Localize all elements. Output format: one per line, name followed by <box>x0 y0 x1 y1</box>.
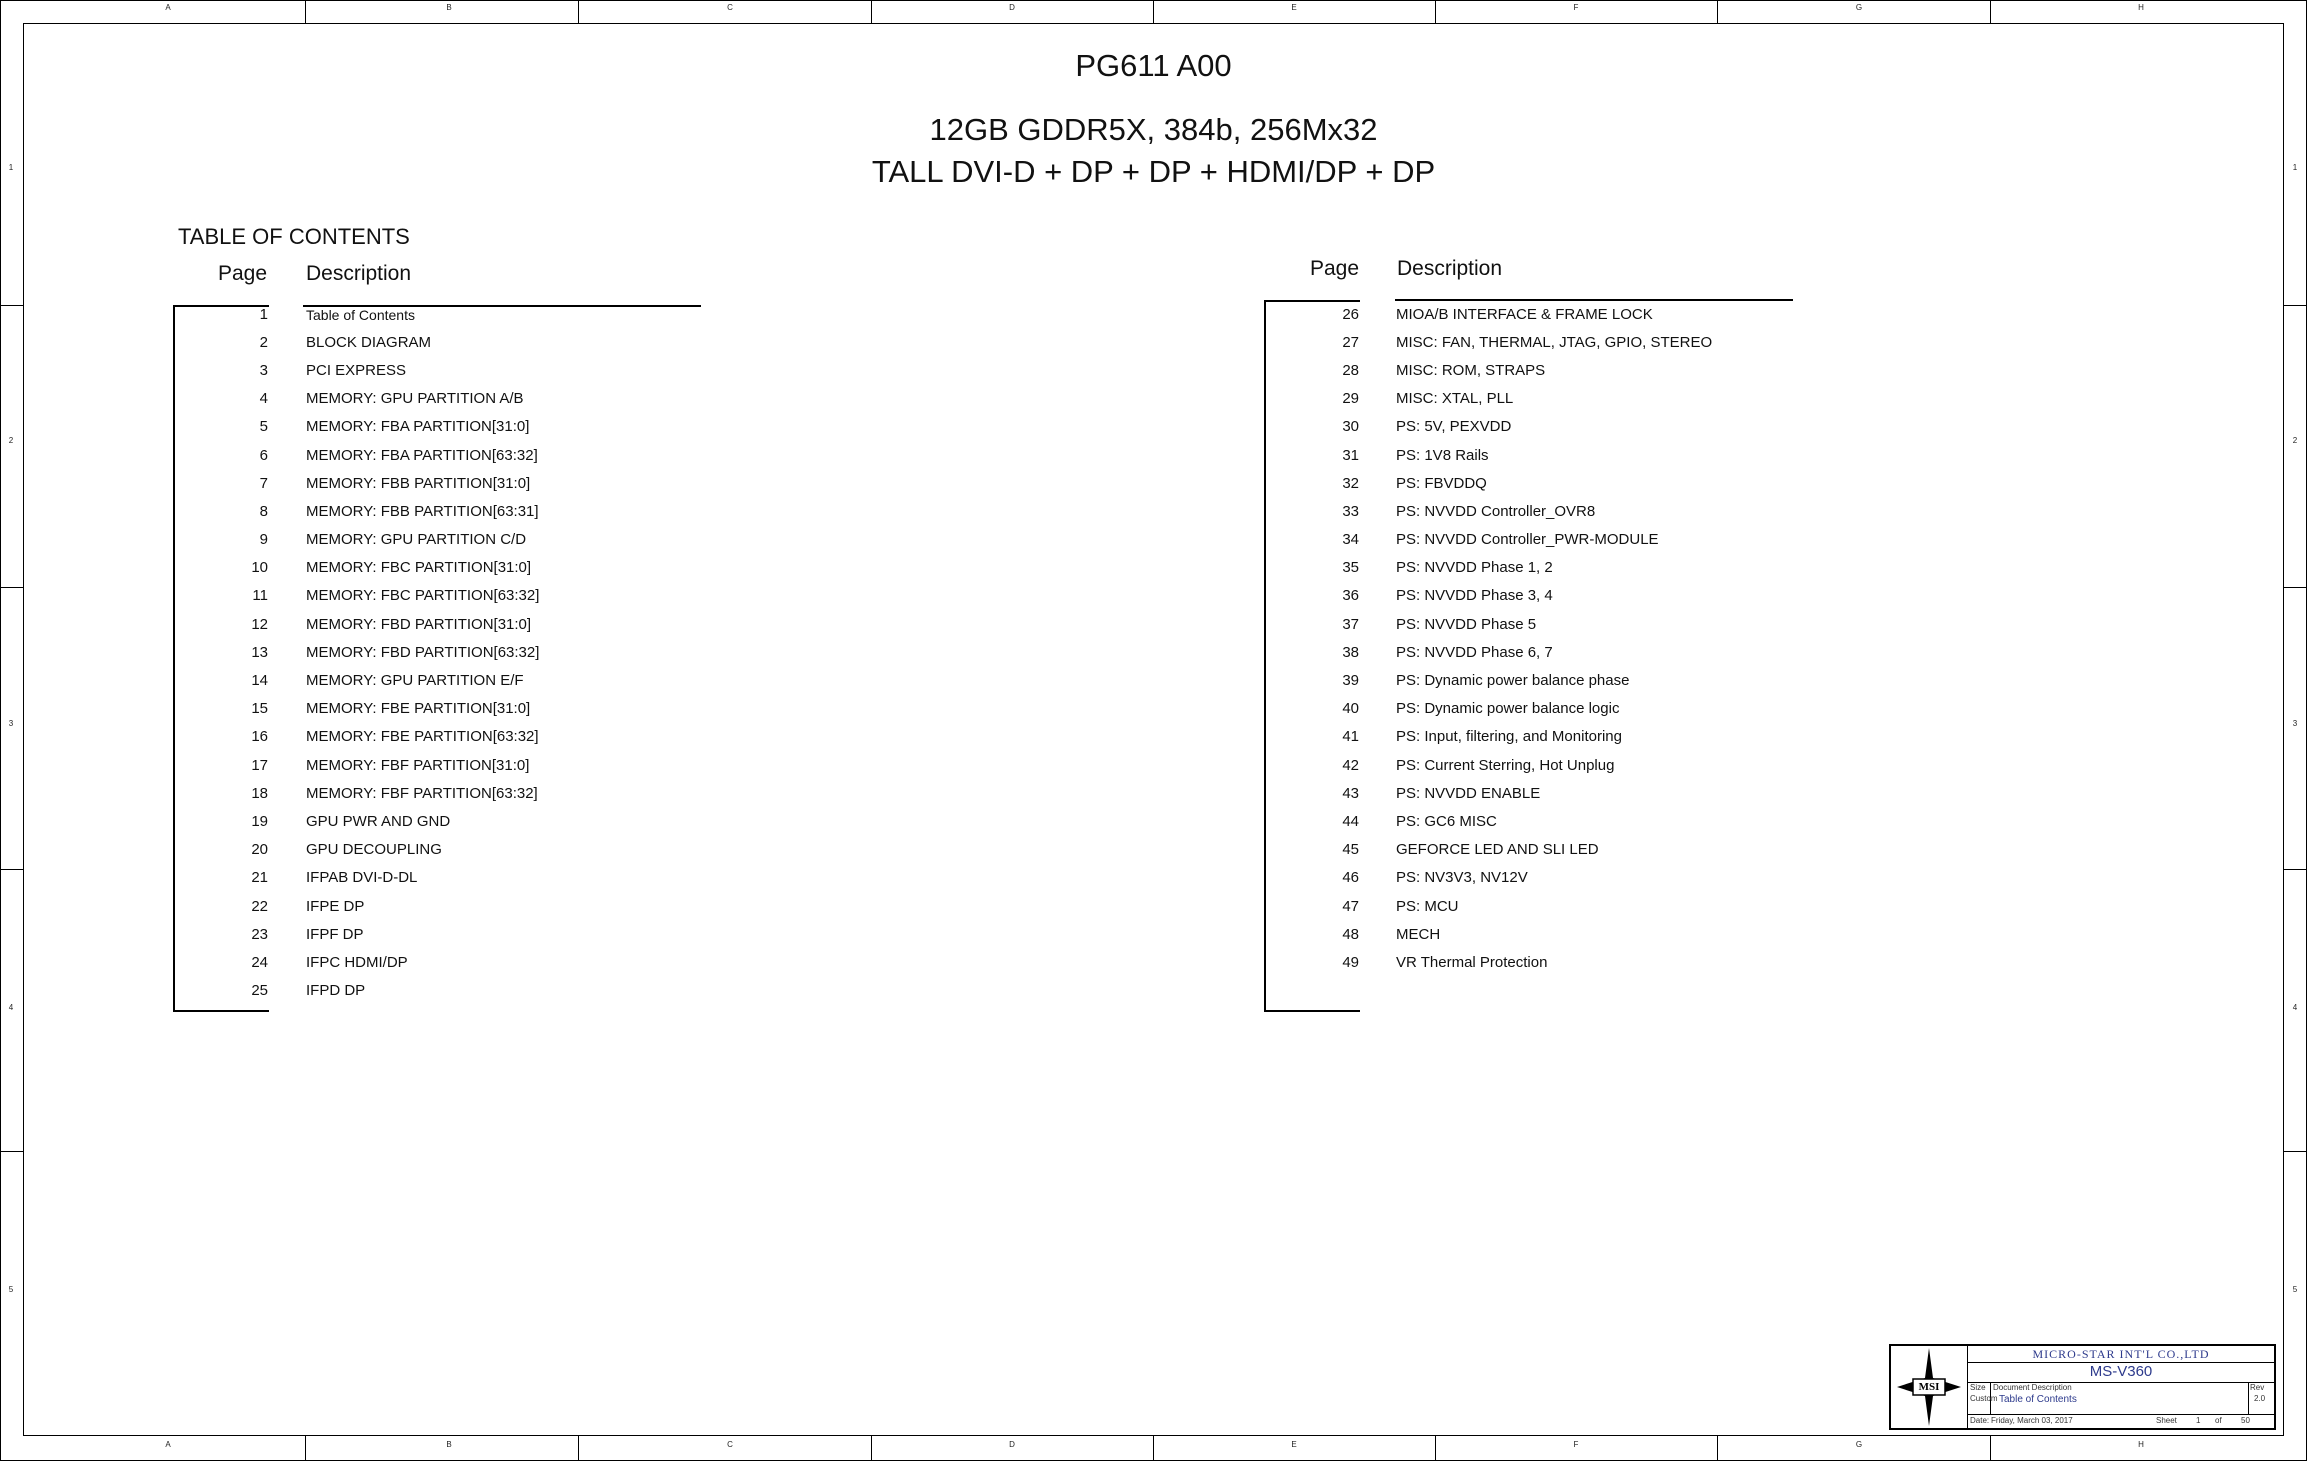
toc-description: IFPC HDMI/DP <box>306 954 408 971</box>
toc-description: MISC: FAN, THERMAL, JTAG, GPIO, STEREO <box>1396 334 1713 351</box>
zone-divider <box>2284 587 2306 588</box>
toc-description: PS: 5V, PEXVDD <box>1396 418 1512 435</box>
toc-description: PS: FBVDDQ <box>1396 475 1487 492</box>
toc-description: PS: 1V8 Rails <box>1396 447 1489 464</box>
toc-page-number: 7 <box>259 475 268 492</box>
description-column-header: Description <box>1397 257 1503 280</box>
toc-page-number: 4 <box>259 390 268 407</box>
zone-letter: E <box>1291 1440 1297 1449</box>
toc-page-number: 2 <box>259 334 268 351</box>
toc-page-number: 20 <box>251 841 268 858</box>
zone-letter: A <box>165 1440 171 1449</box>
zone-divider <box>0 1151 23 1152</box>
zone-letter: C <box>727 1440 733 1449</box>
toc-description: MEMORY: FBF PARTITION[31:0] <box>306 757 530 774</box>
toc-page-number: 23 <box>251 926 268 943</box>
of-label: of <box>2215 1416 2222 1425</box>
toc-page-number: 42 <box>1342 757 1359 774</box>
zone-divider <box>1435 1436 1436 1460</box>
toc-page-number: 12 <box>251 616 268 633</box>
toc-page-number: 36 <box>1342 587 1359 604</box>
toc-page-number: 22 <box>251 898 268 915</box>
page-subtitle-outputs: TALL DVI-D + DP + DP + HDMI/DP + DP <box>871 154 1436 189</box>
sheet-label: Sheet <box>2156 1416 2177 1425</box>
zone-letter: F <box>1573 3 1579 12</box>
toc-page-number: 46 <box>1342 869 1359 886</box>
toc-description: MEMORY: FBD PARTITION[31:0] <box>306 616 532 633</box>
zone-number: 2 <box>8 436 14 445</box>
description-column-header: Description <box>306 262 412 285</box>
zone-number: 4 <box>8 1003 14 1012</box>
toc-description: IFPD DP <box>306 982 366 999</box>
toc-description: MEMORY: GPU PARTITION A/B <box>306 390 524 407</box>
document-label: Document Description <box>1993 1383 2072 1392</box>
zone-divider <box>1717 1436 1718 1460</box>
zone-letter: D <box>1009 3 1015 12</box>
toc-description: BLOCK DIAGRAM <box>306 334 432 351</box>
toc-description: PS: NVVDD Phase 1, 2 <box>1396 559 1553 576</box>
rev-value: 2.0 <box>2254 1394 2266 1403</box>
zone-letter: G <box>1855 1440 1863 1449</box>
zone-divider <box>0 305 23 306</box>
toc-description: VR Thermal Protection <box>1396 954 1548 971</box>
zone-divider <box>1717 0 1718 23</box>
toc-description: PS: Input, filtering, and Monitoring <box>1396 728 1622 745</box>
toc-page-number: 31 <box>1342 447 1359 464</box>
toc-description: PS: NVVDD ENABLE <box>1396 785 1541 802</box>
logo-text: MSI <box>1918 1381 1940 1393</box>
toc-description: IFPE DP <box>306 898 365 915</box>
toc-description: MECH <box>1396 926 1441 943</box>
zone-divider <box>1990 0 1991 23</box>
document-value: Table of Contents <box>1999 1394 2077 1405</box>
zone-divider <box>1435 0 1436 23</box>
zone-letter: D <box>1009 1440 1015 1449</box>
toc-description: MEMORY: FBE PARTITION[63:32] <box>306 728 539 745</box>
logo-cell <box>1891 1346 1968 1428</box>
toc-page-number: 47 <box>1342 898 1359 915</box>
toc-page-number: 21 <box>251 869 268 886</box>
zone-divider <box>0 869 23 870</box>
toc-page-number: 19 <box>251 813 268 830</box>
toc-description: PS: NV3V3, NV12V <box>1396 869 1528 886</box>
toc-page-number: 14 <box>251 672 268 689</box>
zone-letter: B <box>446 3 452 12</box>
column-bracket <box>173 1010 269 1012</box>
toc-description: MIOA/B INTERFACE & FRAME LOCK <box>1396 306 1653 323</box>
toc-description: PS: GC6 MISC <box>1396 813 1497 830</box>
toc-page-number: 6 <box>259 447 268 464</box>
toc-page-number: 37 <box>1342 616 1359 633</box>
zone-letter: G <box>1855 3 1863 12</box>
toc-description: MEMORY: FBC PARTITION[31:0] <box>306 559 532 576</box>
zone-letter: C <box>727 3 733 12</box>
toc-description: MEMORY: FBE PARTITION[31:0] <box>306 700 531 717</box>
zone-divider <box>305 0 306 23</box>
toc-page-number: 30 <box>1342 418 1359 435</box>
toc-page-number: 41 <box>1342 728 1359 745</box>
toc-page-number: 25 <box>251 982 268 999</box>
rev-label: Rev <box>2250 1383 2265 1392</box>
toc-description: MEMORY: FBB PARTITION[31:0] <box>306 475 531 492</box>
zone-divider <box>578 0 579 23</box>
toc-page-number: 13 <box>251 644 268 661</box>
toc-description: MEMORY: FBA PARTITION[31:0] <box>306 418 530 435</box>
toc-description: PS: Dynamic power balance logic <box>1396 700 1620 717</box>
zone-divider <box>1990 1436 1991 1460</box>
zone-number: 4 <box>2292 1003 2298 1012</box>
toc-page-number: 48 <box>1342 926 1359 943</box>
model-number: MS-V360 <box>2089 1363 2153 1380</box>
page-column-header: Page <box>1310 257 1360 280</box>
zone-number: 2 <box>2292 436 2298 445</box>
date-value: Friday, March 03, 2017 <box>1991 1416 2073 1425</box>
column-bracket <box>173 305 175 1012</box>
zone-letter: E <box>1291 3 1297 12</box>
zone-letter: F <box>1573 1440 1579 1449</box>
toc-description: Table of Contents <box>306 307 415 323</box>
zone-divider <box>305 1436 306 1460</box>
toc-page-number: 44 <box>1342 813 1359 830</box>
toc-page-number: 1 <box>259 306 268 323</box>
header-rule <box>1395 299 1793 301</box>
toc-description: MEMORY: FBA PARTITION[63:32] <box>306 447 538 464</box>
zone-divider <box>0 587 23 588</box>
toc-page-number: 9 <box>259 531 268 548</box>
toc-description: GPU PWR AND GND <box>306 813 451 830</box>
toc-description: MISC: XTAL, PLL <box>1396 390 1514 407</box>
toc-page-number: 32 <box>1342 475 1359 492</box>
toc-description: MEMORY: FBF PARTITION[63:32] <box>306 785 538 802</box>
of-value: 50 <box>2241 1416 2250 1425</box>
toc-description: MEMORY: GPU PARTITION C/D <box>306 531 527 548</box>
zone-letter: A <box>165 3 171 12</box>
toc-page-number: 26 <box>1342 306 1359 323</box>
zone-divider <box>2284 869 2306 870</box>
toc-page-number: 10 <box>251 559 268 576</box>
toc-page-number: 16 <box>251 728 268 745</box>
toc-page-number: 29 <box>1342 390 1359 407</box>
toc-page-number: 35 <box>1342 559 1359 576</box>
size-label: Size <box>1970 1383 1986 1392</box>
zone-divider <box>1153 1436 1154 1460</box>
toc-page-number: 24 <box>251 954 268 971</box>
toc-page-number: 40 <box>1342 700 1359 717</box>
zone-letter: H <box>2138 1440 2144 1449</box>
zone-divider <box>2284 305 2306 306</box>
toc-page-number: 11 <box>252 587 268 604</box>
page-column-header: Page <box>218 262 268 285</box>
size-value: Custom <box>1970 1394 1998 1403</box>
toc-description: MISC: ROM, STRAPS <box>1396 362 1546 379</box>
toc-description: GEFORCE LED AND SLI LED <box>1396 841 1599 858</box>
zone-divider <box>2284 1151 2306 1152</box>
toc-page-number: 49 <box>1342 954 1359 971</box>
toc-page-number: 45 <box>1342 841 1359 858</box>
zone-number: 3 <box>8 719 14 728</box>
toc-description: PS: NVVDD Phase 3, 4 <box>1396 587 1553 604</box>
zone-number: 5 <box>2292 1285 2298 1294</box>
toc-description: MEMORY: FBD PARTITION[63:32] <box>306 644 540 661</box>
toc-page-number: 3 <box>259 362 268 379</box>
zone-divider <box>871 0 872 23</box>
toc-description: PS: NVVDD Phase 5 <box>1396 616 1537 633</box>
toc-page-number: 28 <box>1342 362 1359 379</box>
toc-description: MEMORY: FBB PARTITION[63:31] <box>306 503 539 520</box>
zone-letter: B <box>446 1440 452 1449</box>
toc-page-number: 18 <box>251 785 268 802</box>
toc-description: PS: Dynamic power balance phase <box>1396 672 1630 689</box>
page-title: PG611 A00 <box>1075 48 1232 83</box>
date-label: Date: <box>1970 1416 1990 1425</box>
toc-description: MEMORY: GPU PARTITION E/F <box>306 672 524 689</box>
toc-description: PS: Current Sterring, Hot Unplug <box>1396 757 1615 774</box>
toc-page-number: 8 <box>259 503 268 520</box>
zone-divider <box>578 1436 579 1460</box>
column-bracket <box>1264 1010 1360 1012</box>
zone-letter: H <box>2138 3 2144 12</box>
sheet-value: 1 <box>2196 1416 2201 1425</box>
toc-page-number: 33 <box>1342 503 1359 520</box>
toc-page-number: 15 <box>251 700 268 717</box>
title-block-rule <box>1968 1414 2274 1415</box>
toc-description: PS: NVVDD Phase 6, 7 <box>1396 644 1553 661</box>
toc-page-number: 34 <box>1342 531 1359 548</box>
toc-description: PS: NVVDD Controller_OVR8 <box>1396 503 1596 520</box>
column-bracket <box>1264 300 1266 1012</box>
toc-description: IFPF DP <box>306 926 364 943</box>
toc-heading: TABLE OF CONTENTS <box>178 224 410 249</box>
company-name: MICRO-STAR INT'L CO.,LTD <box>2032 1347 2210 1361</box>
toc-page-number: 27 <box>1342 334 1359 351</box>
toc-page-number: 5 <box>259 418 268 435</box>
toc-description: IFPAB DVI-D-DL <box>306 869 418 886</box>
zone-divider <box>1153 0 1154 23</box>
page-subtitle: 12GB GDDR5X, 384b, 256Mx32 <box>929 112 1378 147</box>
toc-description: PS: NVVDD Controller_PWR-MODULE <box>1396 531 1659 548</box>
zone-number: 1 <box>8 163 14 172</box>
toc-description: PS: MCU <box>1396 898 1459 915</box>
toc-page-number: 17 <box>251 757 268 774</box>
toc-page-number: 39 <box>1342 672 1359 689</box>
toc-page-number: 43 <box>1342 785 1359 802</box>
toc-description: PCI EXPRESS <box>306 362 407 379</box>
zone-divider <box>871 1436 872 1460</box>
zone-number: 1 <box>2292 163 2298 172</box>
zone-number: 3 <box>2292 719 2298 728</box>
title-block-rule <box>2248 1382 2249 1414</box>
toc-description: MEMORY: FBC PARTITION[63:32] <box>306 587 540 604</box>
title-block <box>1889 1344 2276 1430</box>
toc-page-number: 38 <box>1342 644 1359 661</box>
zone-number: 5 <box>8 1285 14 1294</box>
column-bracket <box>1264 300 1360 302</box>
toc-description: GPU DECOUPLING <box>306 841 442 858</box>
